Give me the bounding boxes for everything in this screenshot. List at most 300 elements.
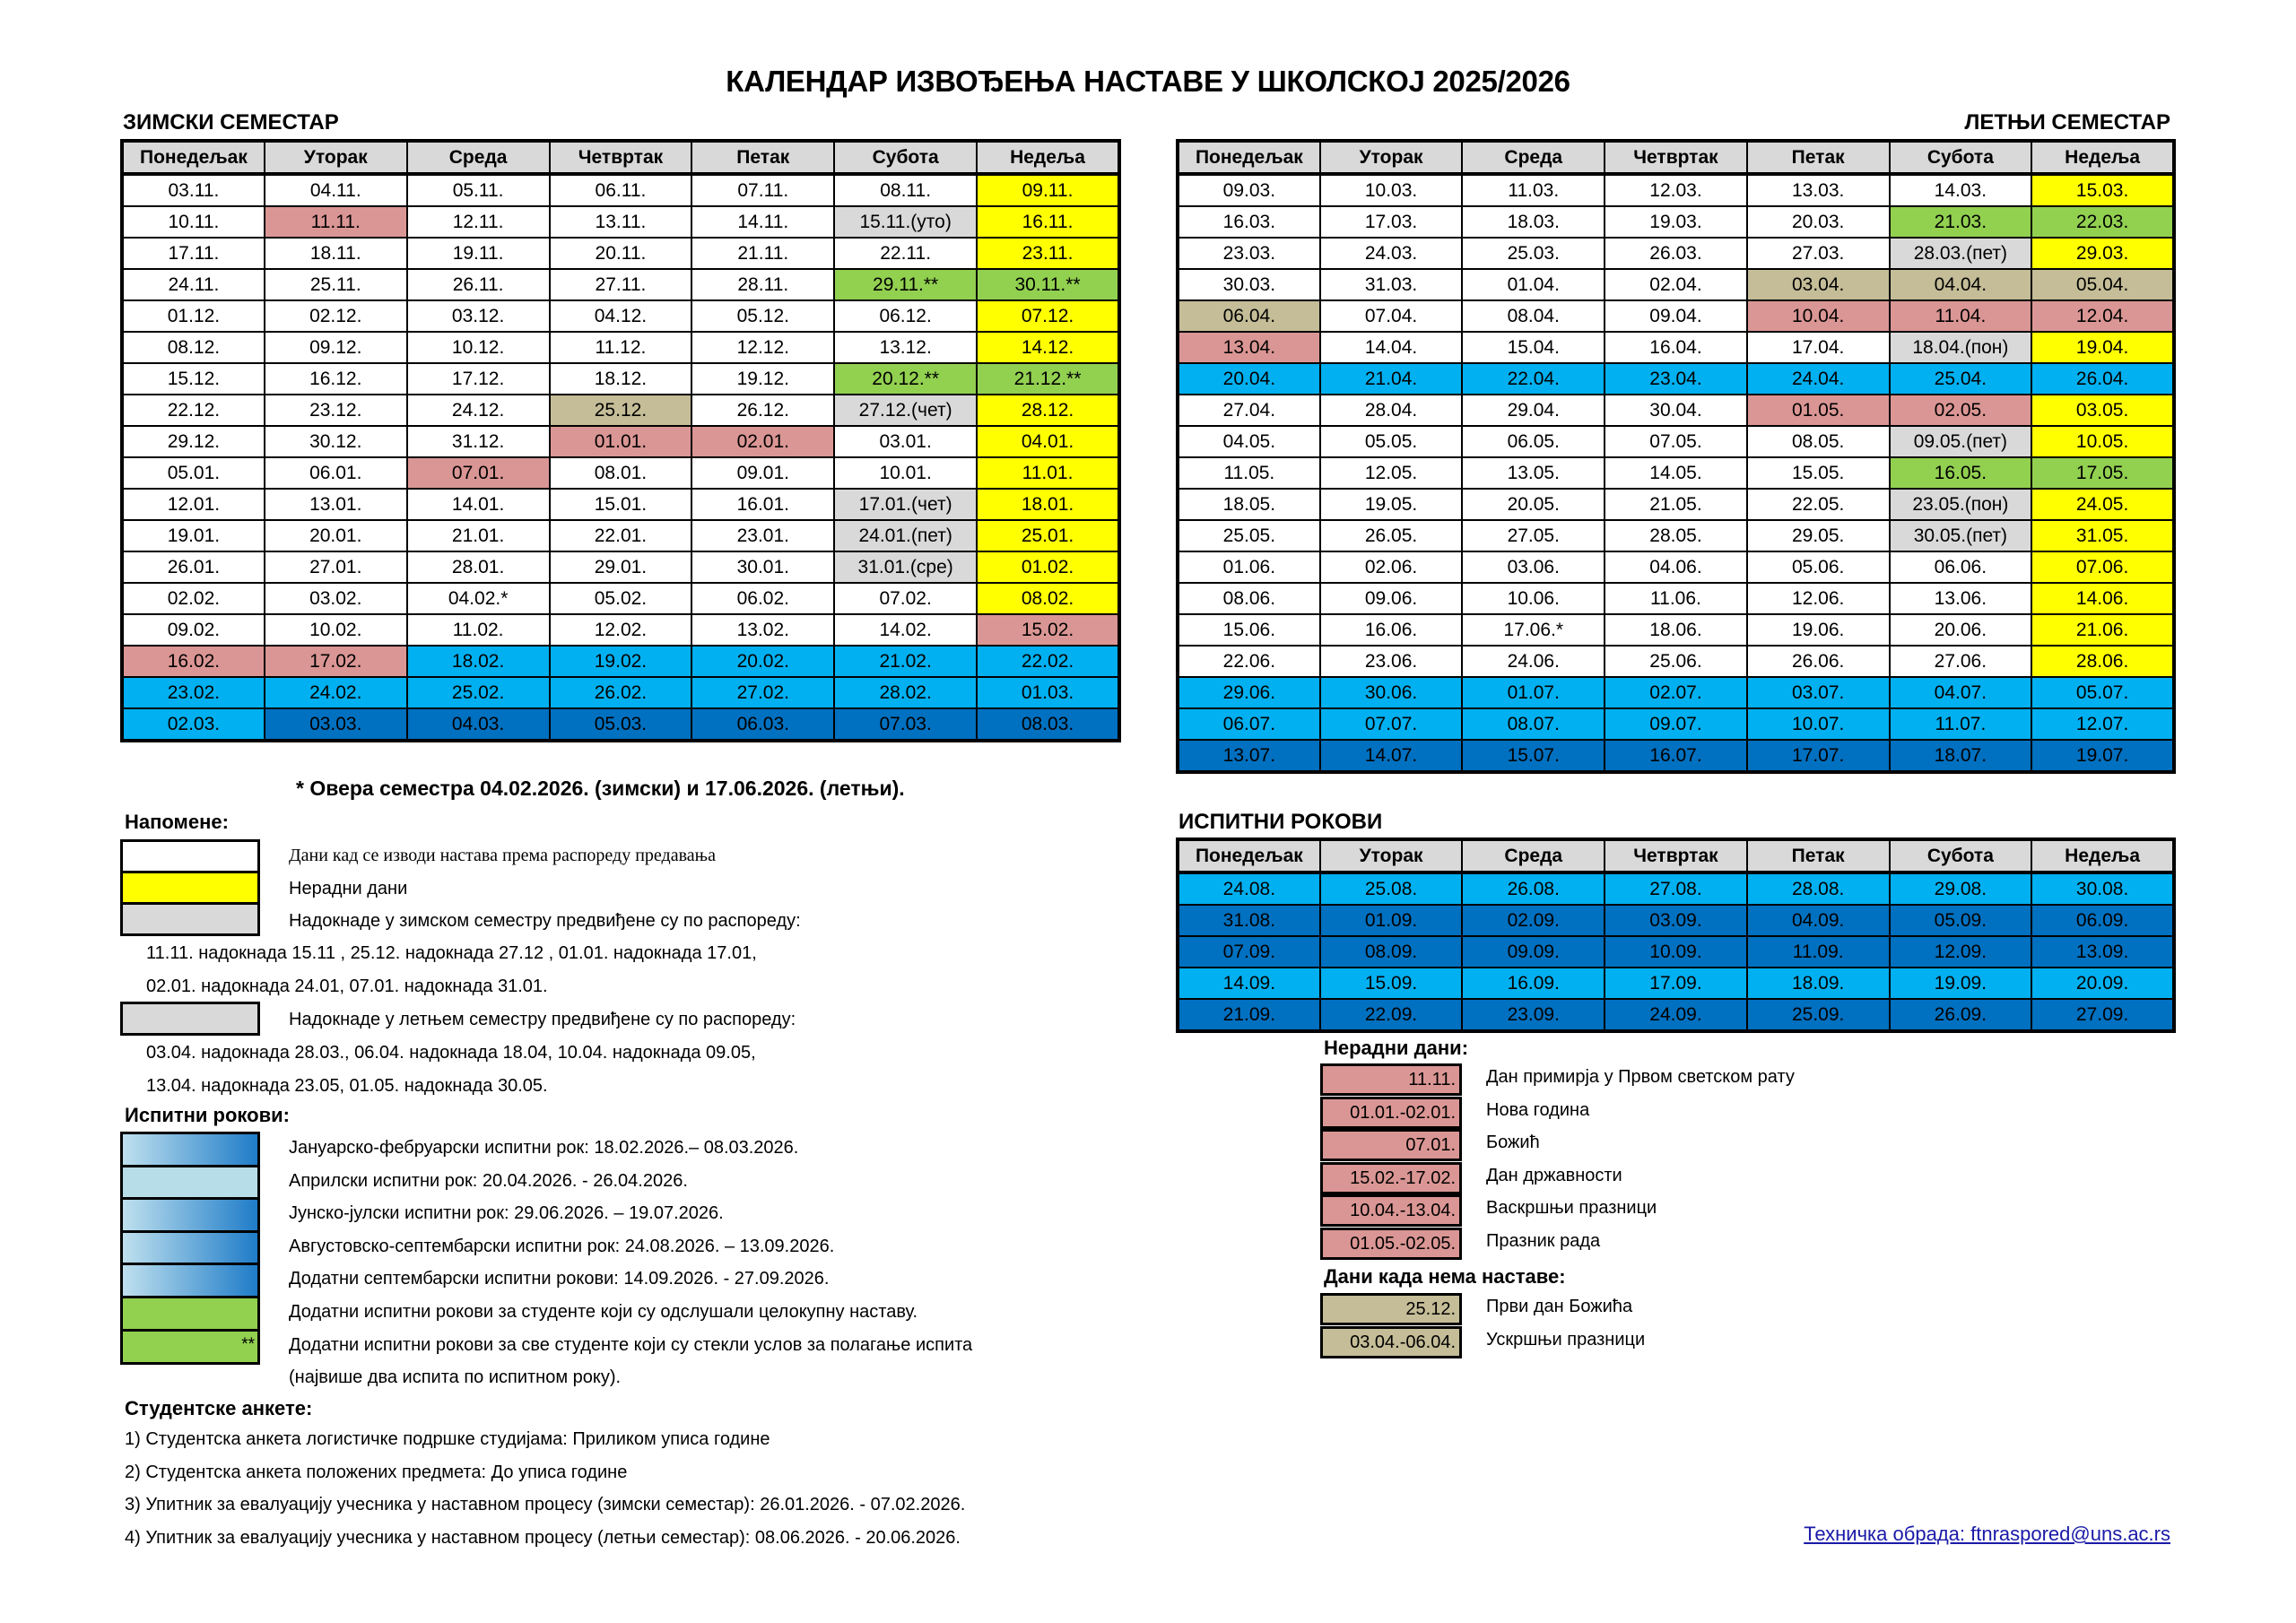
day-cell: 26.08. — [1462, 872, 1605, 905]
exam-legend-swatch — [120, 1329, 260, 1365]
day-cell: 05.04. — [2031, 269, 2174, 300]
day-cell: 13.09. — [2031, 936, 2174, 968]
day-cell: 24.06. — [1462, 646, 1605, 677]
day-cell: 13.07. — [1178, 740, 1320, 772]
day-cell: 11.01. — [977, 457, 1119, 489]
day-cell: 18.06. — [1605, 614, 1747, 646]
day-cell: 06.09. — [2031, 905, 2174, 936]
day-cell: 20.06. — [1890, 614, 2032, 646]
day-cell: 07.03. — [834, 708, 977, 741]
week-row — [122, 677, 1119, 708]
day-cell: 17.01.(чет) — [834, 489, 977, 520]
day-cell: 13.11. — [550, 206, 692, 238]
certification-note: * Овера семестра 04.02.2026. (зимски) и 17.06.2026. (летњи). — [296, 777, 905, 800]
day-cell: 14.02. — [834, 614, 977, 646]
day-cell: 25.09. — [1747, 999, 1890, 1031]
day-cell: 12.02. — [550, 614, 692, 646]
day-cell: 27.12.(чет) — [834, 395, 977, 426]
day-cell: 08.12. — [122, 332, 265, 363]
survey-item: 1) Студентска анкета логистичке подршке студијама: Приликом уписа године — [125, 1429, 770, 1449]
day-cell: 02.02. — [122, 583, 265, 614]
day-cell: 15.01. — [550, 489, 692, 520]
week-row — [122, 426, 1119, 457]
day-cell: 29.03. — [2031, 238, 2174, 269]
day-cell: 09.02. — [122, 614, 265, 646]
day-cell: 24.11. — [122, 269, 265, 300]
day-cell: 07.11. — [691, 174, 834, 206]
week-row — [1178, 457, 2174, 489]
day-cell: 03.03. — [265, 708, 407, 741]
day-cell: 09.06. — [1320, 583, 1463, 614]
survey-item: 3) Упитник за евалуацију учесника у наставном процесу (зимски семестар): 26.01.2026. - 07.02.2026. — [125, 1495, 966, 1515]
day-cell: 04.06. — [1605, 551, 1747, 583]
holiday-date-box: 11.11. — [1320, 1063, 1462, 1096]
day-cell: 23.11. — [977, 238, 1119, 269]
day-cell: 26.04. — [2031, 363, 2174, 395]
day-cell: 23.12. — [265, 395, 407, 426]
day-cell: 15.02. — [977, 614, 1119, 646]
day-cell: 03.04. — [1747, 269, 1890, 300]
week-row — [1178, 677, 2174, 708]
day-cell: 16.06. — [1320, 614, 1463, 646]
day-cell: 05.05. — [1320, 426, 1463, 457]
week-row — [122, 489, 1119, 520]
day-cell: 07.05. — [1605, 426, 1747, 457]
week-row — [1178, 206, 2174, 238]
day-cell: 15.03. — [2031, 174, 2174, 206]
day-cell: 07.06. — [2031, 551, 2174, 583]
day-cell: 25.02. — [407, 677, 550, 708]
day-cell: 26.02. — [550, 677, 692, 708]
day-cell: 30.08. — [2031, 872, 2174, 905]
day-cell: 06.05. — [1462, 426, 1605, 457]
day-cell: 16.01. — [691, 489, 834, 520]
day-cell: 17.02. — [265, 646, 407, 677]
day-cell: 12.09. — [1890, 936, 2032, 968]
day-cell: 02.06. — [1320, 551, 1463, 583]
day-cell: 22.05. — [1747, 489, 1890, 520]
day-cell: 13.02. — [691, 614, 834, 646]
day-cell: 27.03. — [1747, 238, 1890, 269]
day-cell: 23.02. — [122, 677, 265, 708]
day-cell: 08.04. — [1462, 300, 1605, 332]
day-cell: 07.01. — [407, 457, 550, 489]
day-cell: 25.04. — [1890, 363, 2032, 395]
day-cell: 15.12. — [122, 363, 265, 395]
day-cell: 01.02. — [977, 551, 1119, 583]
day-cell: 04.04. — [1890, 269, 2032, 300]
day-cell: 16.07. — [1605, 740, 1747, 772]
holidays-heading: Нерадни дани: — [1324, 1037, 1469, 1059]
exam-legend-item: Априлски испитни рок: 20.04.2026. - 26.04.2026. — [289, 1170, 688, 1191]
week-row — [1178, 999, 2174, 1031]
day-cell: 27.01. — [265, 551, 407, 583]
day-cell: 05.07. — [2031, 677, 2174, 708]
day-cell: 22.04. — [1462, 363, 1605, 395]
day-cell: 02.12. — [265, 300, 407, 332]
day-cell: 03.07. — [1747, 677, 1890, 708]
summer-semester-table — [1176, 139, 2176, 774]
day-cell: 24.12. — [407, 395, 550, 426]
day-cell: 22.11. — [834, 238, 977, 269]
day-cell: 28.04. — [1320, 395, 1463, 426]
day-cell: 13.01. — [265, 489, 407, 520]
day-cell: 25.08. — [1320, 872, 1463, 905]
day-cell: 19.12. — [691, 363, 834, 395]
day-cell: 22.03. — [2031, 206, 2174, 238]
day-cell: 28.11. — [691, 269, 834, 300]
holiday-name: Први дан Божића — [1486, 1297, 1633, 1316]
day-cell: 11.12. — [550, 332, 692, 363]
day-cell: 13.03. — [1747, 174, 1890, 206]
day-cell: 14.11. — [691, 206, 834, 238]
day-cell: 14.04. — [1320, 332, 1463, 363]
day-cell: 27.02. — [691, 677, 834, 708]
day-cell: 19.07. — [2031, 740, 2174, 772]
week-row — [1178, 395, 2174, 426]
day-cell: 29.05. — [1747, 520, 1890, 551]
exam-legend-swatch — [120, 1132, 260, 1167]
week-row — [1178, 583, 2174, 614]
day-cell: 30.05.(пет) — [1890, 520, 2032, 551]
day-cell: 12.12. — [691, 332, 834, 363]
exam-legend-item: Додатни испитни рокови за студенте који су одслушали целокупну наставу. — [289, 1302, 918, 1322]
day-cell: 21.12.** — [977, 363, 1119, 395]
week-row — [122, 520, 1119, 551]
day-cell: 16.03. — [1178, 206, 1320, 238]
day-cell: 13.12. — [834, 332, 977, 363]
day-cell: 13.05. — [1462, 457, 1605, 489]
day-cell: 01.03. — [977, 677, 1119, 708]
day-cell: 03.09. — [1605, 905, 1747, 936]
day-cell: 15.09. — [1320, 968, 1463, 999]
day-cell: 14.03. — [1890, 174, 2032, 206]
week-row — [1178, 872, 2174, 905]
surveys-heading: Студентске анкете: — [125, 1397, 313, 1419]
exam-legend-swatch — [120, 1197, 260, 1233]
weekday-header: Среда — [1462, 839, 1605, 872]
day-cell: 17.11. — [122, 238, 265, 269]
day-cell: 14.12. — [977, 332, 1119, 363]
day-cell: 17.04. — [1747, 332, 1890, 363]
day-cell: 05.02. — [550, 583, 692, 614]
week-row — [122, 457, 1119, 489]
day-cell: 23.09. — [1462, 999, 1605, 1031]
weekday-header: Субота — [1890, 839, 2032, 872]
day-cell: 06.11. — [550, 174, 692, 206]
day-cell: 15.11.(уто) — [834, 206, 977, 238]
week-row — [1178, 968, 2174, 999]
week-row — [1178, 238, 2174, 269]
legend-summer-makeup: Надокнаде у летњем семестру предвиђене су по распореду: — [289, 1010, 796, 1029]
day-cell: 10.01. — [834, 457, 977, 489]
day-cell: 22.06. — [1178, 646, 1320, 677]
day-cell: 19.06. — [1747, 614, 1890, 646]
day-cell: 25.03. — [1462, 238, 1605, 269]
exam-legend-item: Августовско-септембарски испитни рок: 24.08.2026. – 13.09.2026. — [289, 1236, 835, 1256]
survey-item: 2) Студентска анкета положених предмета: До уписа године — [125, 1462, 628, 1482]
day-cell: 18.01. — [977, 489, 1119, 520]
day-cell: 09.09. — [1462, 936, 1605, 968]
holiday-date-box: 07.01. — [1320, 1129, 1462, 1161]
day-cell: 02.03. — [122, 708, 265, 741]
day-cell: 17.03. — [1320, 206, 1463, 238]
day-cell: 25.06. — [1605, 646, 1747, 677]
legend-winter-makeup: Надокнаде у зимском семестру предвиђене су по распореду: — [289, 911, 801, 931]
day-cell: 27.08. — [1605, 872, 1747, 905]
day-cell: 09.11. — [977, 174, 1119, 206]
day-cell: 26.05. — [1320, 520, 1463, 551]
day-cell: 12.04. — [2031, 300, 2174, 332]
day-cell: 22.01. — [550, 520, 692, 551]
day-cell: 01.06. — [1178, 551, 1320, 583]
day-cell: 10.02. — [265, 614, 407, 646]
day-cell: 17.05. — [2031, 457, 2174, 489]
day-cell: 10.07. — [1747, 708, 1890, 740]
day-cell: 10.09. — [1605, 936, 1747, 968]
day-cell: 11.07. — [1890, 708, 2032, 740]
day-cell: 16.12. — [265, 363, 407, 395]
day-cell: 08.02. — [977, 583, 1119, 614]
day-cell: 15.05. — [1747, 457, 1890, 489]
day-cell: 26.09. — [1890, 999, 2032, 1031]
day-cell: 29.04. — [1462, 395, 1605, 426]
day-cell: 04.03. — [407, 708, 550, 741]
week-row — [1178, 646, 2174, 677]
week-row — [122, 583, 1119, 614]
weekday-header: Петак — [1747, 141, 1890, 174]
day-cell: 02.07. — [1605, 677, 1747, 708]
technical-contact-link[interactable]: Техничка обрада: ftnraspored@uns.ac.rs — [1804, 1523, 2170, 1545]
day-cell: 07.04. — [1320, 300, 1463, 332]
day-cell: 06.03. — [691, 708, 834, 741]
day-cell: 12.01. — [122, 489, 265, 520]
day-cell: 30.01. — [691, 551, 834, 583]
weekday-header-row — [1178, 839, 2174, 872]
day-cell: 18.12. — [550, 363, 692, 395]
day-cell: 29.06. — [1178, 677, 1320, 708]
exam-legend-heading: Испитни рокови: — [125, 1104, 290, 1126]
day-cell: 23.03. — [1178, 238, 1320, 269]
day-cell: 21.04. — [1320, 363, 1463, 395]
weekday-header-row — [1178, 141, 2174, 174]
day-cell: 16.04. — [1605, 332, 1747, 363]
weekday-header: Четвртак — [1605, 839, 1747, 872]
holiday-name: Васкршњи празници — [1486, 1198, 1657, 1219]
day-cell: 12.03. — [1605, 174, 1747, 206]
weekday-header: Уторак — [1320, 141, 1463, 174]
day-cell: 30.06. — [1320, 677, 1463, 708]
legend-lecture-days: Дани кад се изводи настава према распореду предавања — [289, 846, 716, 865]
week-row — [1178, 905, 2174, 936]
day-cell: 09.12. — [265, 332, 407, 363]
day-cell: 06.06. — [1890, 551, 2032, 583]
day-cell: 20.11. — [550, 238, 692, 269]
legend-swatch-summer-makeup — [120, 1002, 260, 1036]
week-row — [1178, 363, 2174, 395]
day-cell: 27.05. — [1462, 520, 1605, 551]
day-cell: 26.03. — [1605, 238, 1747, 269]
day-cell: 24.03. — [1320, 238, 1463, 269]
day-cell: 06.07. — [1178, 708, 1320, 740]
day-cell: 27.06. — [1890, 646, 2032, 677]
week-row — [1178, 614, 2174, 646]
day-cell: 09.03. — [1178, 174, 1320, 206]
day-cell: 23.05.(пон) — [1890, 489, 2032, 520]
exam-legend-swatch — [120, 1165, 260, 1201]
exam-legend-swatch — [120, 1230, 260, 1266]
day-cell: 04.09. — [1747, 905, 1890, 936]
day-cell: 20.09. — [2031, 968, 2174, 999]
day-cell: 26.06. — [1747, 646, 1890, 677]
day-cell: 12.05. — [1320, 457, 1463, 489]
day-cell: 30.12. — [265, 426, 407, 457]
day-cell: 18.02. — [407, 646, 550, 677]
day-cell: 10.04. — [1747, 300, 1890, 332]
holiday-date-box: 10.04.-13.04. — [1320, 1194, 1462, 1227]
exam-legend-swatch — [120, 1263, 260, 1298]
day-cell: 21.02. — [834, 646, 977, 677]
page-title: КАЛЕНДАР ИЗВОЂЕЊА НАСТАВЕ У ШКОЛСКОЈ 2025/2026 — [726, 65, 1570, 98]
weekday-header: Среда — [1462, 141, 1605, 174]
day-cell: 26.01. — [122, 551, 265, 583]
week-row — [122, 708, 1119, 741]
day-cell: 11.02. — [407, 614, 550, 646]
weekday-header: Четвртак — [1605, 141, 1747, 174]
weekday-header: Среда — [407, 141, 550, 174]
day-cell: 08.11. — [834, 174, 977, 206]
weekday-header-row — [122, 141, 1119, 174]
day-cell: 13.06. — [1890, 583, 2032, 614]
day-cell: 08.06. — [1178, 583, 1320, 614]
day-cell: 18.05. — [1178, 489, 1320, 520]
winter-semester-table — [120, 139, 1121, 742]
holiday-name: Празник рада — [1486, 1231, 1601, 1251]
day-cell: 20.04. — [1178, 363, 1320, 395]
day-cell: 14.05. — [1605, 457, 1747, 489]
day-cell: 30.03. — [1178, 269, 1320, 300]
week-row — [122, 363, 1119, 395]
weekday-header: Недеља — [2031, 141, 2174, 174]
day-cell: 19.01. — [122, 520, 265, 551]
day-cell: 19.02. — [550, 646, 692, 677]
day-cell: 18.07. — [1890, 740, 2032, 772]
day-cell: 16.05. — [1890, 457, 2032, 489]
day-cell: 04.01. — [977, 426, 1119, 457]
day-cell: 08.03. — [977, 708, 1119, 741]
day-cell: 18.11. — [265, 238, 407, 269]
day-cell: 31.08. — [1178, 905, 1320, 936]
day-cell: 18.09. — [1747, 968, 1890, 999]
weekday-header: Субота — [834, 141, 977, 174]
week-row — [122, 238, 1119, 269]
day-cell: 01.04. — [1462, 269, 1605, 300]
day-cell: 02.01. — [691, 426, 834, 457]
day-cell: 26.11. — [407, 269, 550, 300]
holiday-name: Дан примирја у Првом светском рату — [1486, 1067, 1795, 1087]
day-cell: 24.08. — [1178, 872, 1320, 905]
day-cell: 09.07. — [1605, 708, 1747, 740]
day-cell: 07.02. — [834, 583, 977, 614]
day-cell: 30.11.** — [977, 269, 1119, 300]
day-cell: 07.12. — [977, 300, 1119, 332]
survey-item: 4) Упитник за евалуацију учесника у наставном процесу (летњи семестар): 08.06.2026. - 20.06.2026. — [125, 1528, 961, 1549]
day-cell: 15.06. — [1178, 614, 1320, 646]
day-cell: 30.04. — [1605, 395, 1747, 426]
day-cell: 15.07. — [1462, 740, 1605, 772]
day-cell: 03.01. — [834, 426, 977, 457]
week-row — [122, 646, 1119, 677]
day-cell: 11.06. — [1605, 583, 1747, 614]
day-cell: 04.07. — [1890, 677, 2032, 708]
summer-semester-label: ЛЕТЊИ СЕМЕСТАР — [1964, 110, 2170, 135]
day-cell: 17.09. — [1605, 968, 1747, 999]
day-cell: 27.04. — [1178, 395, 1320, 426]
week-row — [1178, 174, 2174, 206]
weekday-header: Понедељак — [1178, 141, 1320, 174]
week-row — [1178, 300, 2174, 332]
week-row — [1178, 708, 2174, 740]
weekday-header: Петак — [1747, 839, 1890, 872]
day-cell: 28.02. — [834, 677, 977, 708]
day-cell: 24.02. — [265, 677, 407, 708]
day-cell: 31.05. — [2031, 520, 2174, 551]
weekday-header: Уторак — [265, 141, 407, 174]
legend-swatch-nonworking — [120, 871, 260, 905]
week-row — [1178, 740, 2174, 772]
day-cell: 11.11. — [265, 206, 407, 238]
double-star-marker: ** — [241, 1334, 255, 1354]
day-cell: 12.06. — [1747, 583, 1890, 614]
week-row — [122, 395, 1119, 426]
day-cell: 09.05.(пет) — [1890, 426, 2032, 457]
day-cell: 28.08. — [1747, 872, 1890, 905]
day-cell: 02.04. — [1605, 269, 1747, 300]
week-row — [122, 206, 1119, 238]
day-cell: 06.01. — [265, 457, 407, 489]
day-cell: 07.07. — [1320, 708, 1463, 740]
winter-makeup-line-2: 02.01. надокнада 24.01, 07.01. надокнада 31.01. — [146, 976, 548, 996]
weekday-header: Петак — [691, 141, 834, 174]
day-cell: 23.04. — [1605, 363, 1747, 395]
exam-legend-item: Јануарско-фебруарски испитни рок: 18.02.2026.– 08.03.2026. — [289, 1138, 799, 1158]
day-cell: 25.11. — [265, 269, 407, 300]
day-cell: 19.09. — [1890, 968, 2032, 999]
week-row — [1178, 489, 2174, 520]
day-cell: 31.03. — [1320, 269, 1463, 300]
exam-periods-label: ИСПИТНИ РОКОВИ — [1178, 810, 1383, 834]
week-row — [1178, 426, 2174, 457]
day-cell: 21.03. — [1890, 206, 2032, 238]
week-row — [1178, 551, 2174, 583]
day-cell: 22.02. — [977, 646, 1119, 677]
notes-heading: Напомене: — [125, 811, 229, 833]
weekday-header: Уторак — [1320, 839, 1463, 872]
summer-makeup-line-1: 03.04. надокнада 28.03., 06.04. надокнада 18.04, 10.04. надокнада 09.05, — [146, 1043, 756, 1063]
day-cell: 03.05. — [2031, 395, 2174, 426]
legend-swatch-winter-makeup — [120, 902, 260, 936]
day-cell: 31.01.(сре) — [834, 551, 977, 583]
day-cell: 05.06. — [1747, 551, 1890, 583]
holiday-name: Дан државности — [1486, 1165, 1622, 1185]
day-cell: 10.03. — [1320, 174, 1463, 206]
day-cell: 12.11. — [407, 206, 550, 238]
day-cell: 20.12.** — [834, 363, 977, 395]
day-cell: 28.01. — [407, 551, 550, 583]
holiday-name: Ускршњи празници — [1486, 1329, 1646, 1350]
day-cell: 27.11. — [550, 269, 692, 300]
day-cell: 28.03.(пет) — [1890, 238, 2032, 269]
